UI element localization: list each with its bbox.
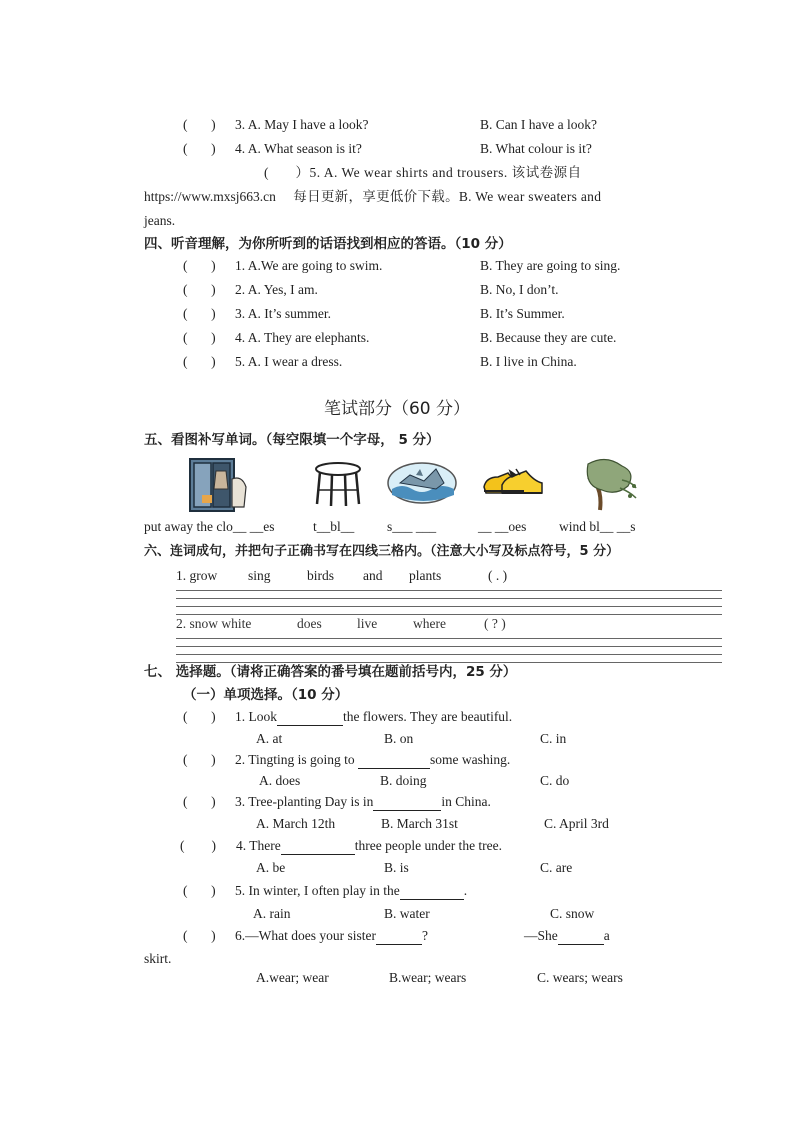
s6-q1-word: birds <box>307 568 334 583</box>
s4-item-4: ( ) 4. A. They are elephants. <box>183 330 370 345</box>
s7-q4-stem: ( ) 4. There three people under the tree. <box>180 838 503 853</box>
writing-line <box>176 590 722 591</box>
s5-word-2: t__bl__ <box>313 519 355 534</box>
section7-subheading: （一）单项选择。（10 分） <box>183 687 349 703</box>
s6-q1-word: 1. grow <box>176 568 218 583</box>
letter-blank[interactable]: ___ ___ <box>392 519 437 534</box>
answer-paren[interactable]: ( ) <box>183 141 216 156</box>
source-url[interactable]: https://www.mxsj663.cn <box>144 189 276 204</box>
writing-line <box>176 646 722 647</box>
answer-blank[interactable] <box>373 794 441 811</box>
letter-blank[interactable]: __ <box>340 519 355 534</box>
option-a: A.wear; wear <box>256 970 329 985</box>
listen-q3-b: B. Can I have a look? <box>480 117 597 132</box>
s4-item-1: ( ) 1. A.We are going to swim. <box>183 258 383 273</box>
listen-q5-line3: jeans. <box>144 213 176 228</box>
section6-heading: 六、连词成句，并把句子正确书写在四线三格内。（注意大小写及标点符号，5 分） <box>144 544 620 559</box>
s4-item-4-b: B. Because they are cute. <box>480 330 617 345</box>
listen-q4: ( ) 4. A. What season is it? <box>183 141 362 156</box>
option-a: A. be <box>256 860 286 875</box>
s6-q2-word: live <box>357 616 378 631</box>
s7-q6-stem: ( ) 6.—What does your sister ? <box>183 928 428 943</box>
letter-blank[interactable]: __ __ <box>478 519 509 534</box>
answer-paren[interactable]: ( ) <box>183 354 216 369</box>
s6-q2-word: 2. snow white <box>176 616 252 631</box>
option-b: B. on <box>384 731 414 746</box>
shoes-icon <box>482 465 544 499</box>
option-b: B. doing <box>380 773 427 788</box>
s6-q2-word: where <box>413 616 446 631</box>
s7-q6-answer: —She a <box>524 928 610 943</box>
answer-paren[interactable]: ( ) <box>183 282 216 297</box>
s7-q6-continuation: skirt. <box>144 951 172 966</box>
s7-q2-stem: ( ) 2. Tingting is going to some washing. <box>183 752 511 767</box>
option-c: C. April 3rd <box>544 816 609 831</box>
s4-item-5-b: B. I live in China. <box>480 354 577 369</box>
s7-q3-stem: ( ) 3. Tree-planting Day is in in China. <box>183 794 491 809</box>
answer-paren[interactable]: ( ) <box>183 258 216 273</box>
writing-line <box>176 654 722 655</box>
listen-q4-b: B. What colour is it? <box>480 141 592 156</box>
answer-paren[interactable]: ( ) <box>183 883 216 898</box>
answer-paren[interactable]: ( ) <box>183 709 216 724</box>
shark-sea-icon <box>386 461 458 505</box>
s4-item-2: ( ) 2. A. Yes, I am. <box>183 282 318 297</box>
s4-item-5: ( ) 5. A. I wear a dress. <box>183 354 343 369</box>
s6-q2-word: does <box>297 616 322 631</box>
option-b: B. March 31st <box>381 816 458 831</box>
answer-blank[interactable] <box>376 928 422 945</box>
option-a: A. does <box>259 773 301 788</box>
option-c: C. in <box>540 731 567 746</box>
answer-blank[interactable] <box>558 928 604 945</box>
s6-q1-punct: ( . ) <box>488 568 508 583</box>
listen-q3: ( ) 3. A. May I have a look? <box>183 117 369 132</box>
writing-line <box>176 614 722 615</box>
option-c: C. snow <box>550 906 595 921</box>
s4-item-1-b: B. They are going to sing. <box>480 258 621 273</box>
option-a: A. March 12th <box>256 816 336 831</box>
answer-blank[interactable] <box>358 752 430 769</box>
option-c: C. are <box>540 860 573 875</box>
s6-q1-word: sing <box>248 568 271 583</box>
s4-item-3: ( ) 3. A. It’s summer. <box>183 306 332 321</box>
listen-q5-line1: ( ）5. A. We wear shirts and trousers. 该试卷源自 <box>264 165 582 180</box>
s4-item-3-b: B. It’s Summer. <box>480 306 565 321</box>
writing-line <box>176 598 722 599</box>
answer-paren[interactable]: ( ) <box>180 838 216 853</box>
letter-blank[interactable]: __ __ <box>232 519 264 534</box>
s6-q1-word: and <box>363 568 383 583</box>
option-a: A. rain <box>253 906 291 921</box>
option-b: B.wear; wears <box>389 970 467 985</box>
written-part-title: 笔试部分（60 分） <box>323 399 471 419</box>
option-b: B. is <box>384 860 409 875</box>
s4-item-2-b: B. No, I don’t. <box>480 282 559 297</box>
writing-line <box>176 638 722 639</box>
section7-heading: 七、 选择题。（请将正确答案的番号填在题前括号内，25 分） <box>144 664 517 680</box>
s6-q1-word: plants <box>409 568 442 583</box>
s6-q2-punct: ( ? ) <box>484 616 506 631</box>
s7-q1-stem: ( ) 1. Look the flowers. They are beautiful. <box>183 709 513 724</box>
answer-blank[interactable] <box>281 838 355 855</box>
answer-blank[interactable] <box>277 709 343 726</box>
answer-paren[interactable]: ( ) <box>183 117 216 132</box>
answer-blank[interactable] <box>400 883 464 900</box>
section5-heading: 五、看图补写单词。（每空限填一个字母， 5 分） <box>144 432 440 448</box>
option-c: C. wears; wears <box>537 970 623 985</box>
s7-q5-stem: ( ) 5. In winter, I often play in the . <box>183 883 468 898</box>
answer-paren[interactable]: ( ) <box>183 330 216 345</box>
wind-tree-icon <box>570 456 640 512</box>
answer-paren[interactable]: ( ) <box>183 306 216 321</box>
wardrobe-clothes-icon <box>188 457 248 513</box>
letter-blank[interactable]: __ __ <box>599 519 631 534</box>
answer-paren[interactable]: ( <box>264 165 296 180</box>
answer-paren[interactable]: ( ) <box>183 928 216 943</box>
answer-paren[interactable]: ( ) <box>183 794 216 809</box>
listen-q5-line2: https://www.mxsj663.cn 每日更新，享更低价下载。B. We wear sweaters and <box>144 189 602 204</box>
option-c: C. do <box>540 773 570 788</box>
s5-word-3: s___ ___ <box>387 519 437 534</box>
letter-blank[interactable]: __ <box>316 519 331 534</box>
table-icon <box>312 460 364 508</box>
writing-line <box>176 662 722 663</box>
s5-word-5: wind bl__ __s <box>559 519 636 534</box>
s5-word-1: put away the clo__ __es <box>144 519 275 534</box>
section4-heading: 四、听音理解，为你所听到的话语找到相应的答语。（10 分） <box>144 236 512 252</box>
option-b: B. water <box>384 906 430 921</box>
answer-paren[interactable]: ( ) <box>183 752 216 767</box>
option-a: A. at <box>256 731 283 746</box>
s5-word-4: __ __oes <box>478 519 527 534</box>
writing-line <box>176 606 722 607</box>
